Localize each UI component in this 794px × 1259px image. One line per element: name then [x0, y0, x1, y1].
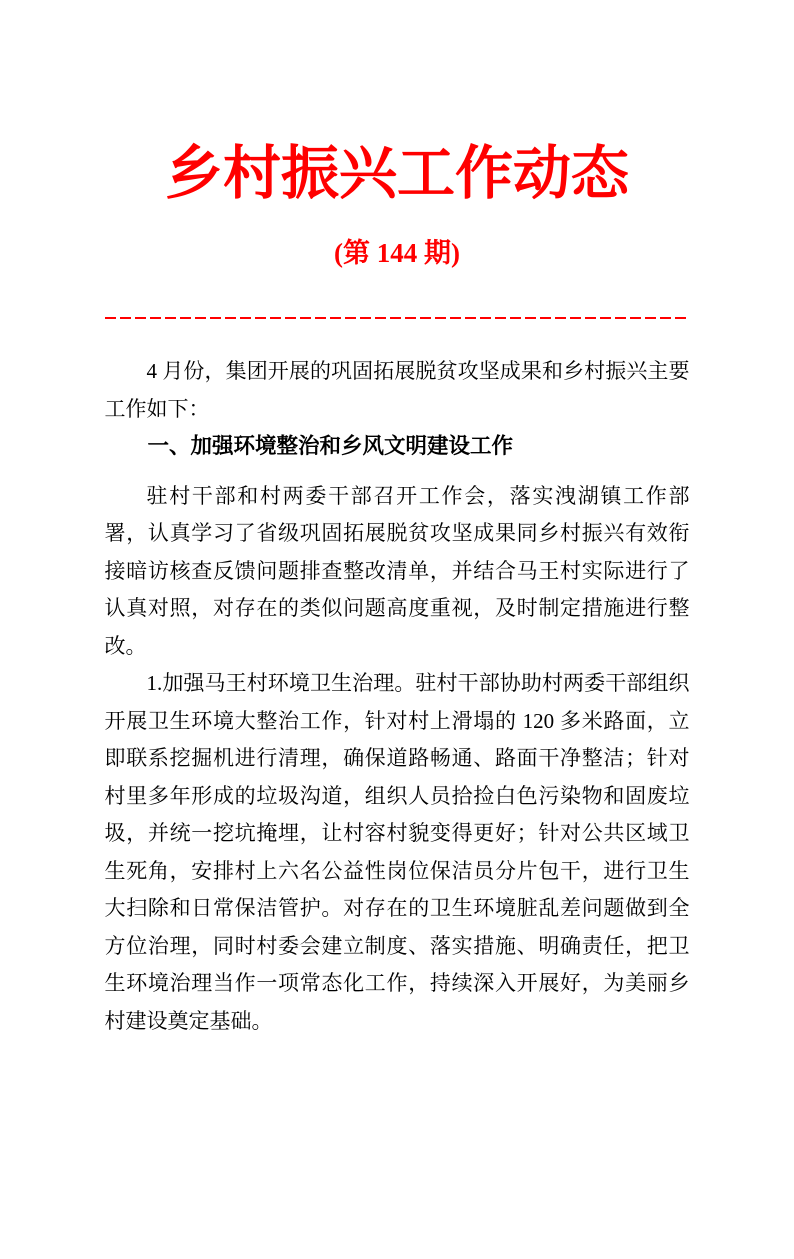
paragraph-2: 1.加强马王村环境卫生治理。驻村干部协助村两委干部组织开展卫生环境大整治工作，针对村上滑塌的 120 多米路面，立即联系挖掘机进行清理，确保道路畅通、路面干净整洁；针对村里多年形成的垃圾沟道，组织人员拾捡白色污染物和固废垃圾，并统一挖坑掩埋，让村容村貌变得更好；针对公共区域卫生死角，安排村上六名公益性岗位保洁员分片包干，进行卫生大扫除和日常保洁管护。对存在的卫生环境脏乱差问题做到全方位治理，同时村委会建立制度、落实措施、明确责任，把卫生环境治理当作一项常态化工作，持续深入开展好，为美丽乡村建设奠定基础。 — [104, 671, 690, 1033]
intro-paragraph: 4 月份，集团开展的巩固拓展脱贫攻坚成果和乡村振兴主要工作如下： — [104, 359, 690, 421]
document-title: 乡村振兴工作动态 — [164, 141, 629, 206]
document-page — [105, 136, 690, 1040]
section-heading: 一、加强环境整治和乡风文明建设工作 — [147, 434, 514, 458]
dashed-divider — [105, 317, 690, 319]
issue-number: (第 144 期) — [334, 238, 460, 268]
paragraph-1: 驻村干部和村两委干部召开工作会，落实洩湖镇工作部署，认真学习了省级巩固拓展脱贫攻坚成果同乡村振兴有效衔接暗访核查反馈问题排查整改清单，并结合马王村实际进行了认真对照，对存在的类似问题高度重视，及时制定措施进行整改。 — [104, 483, 690, 658]
